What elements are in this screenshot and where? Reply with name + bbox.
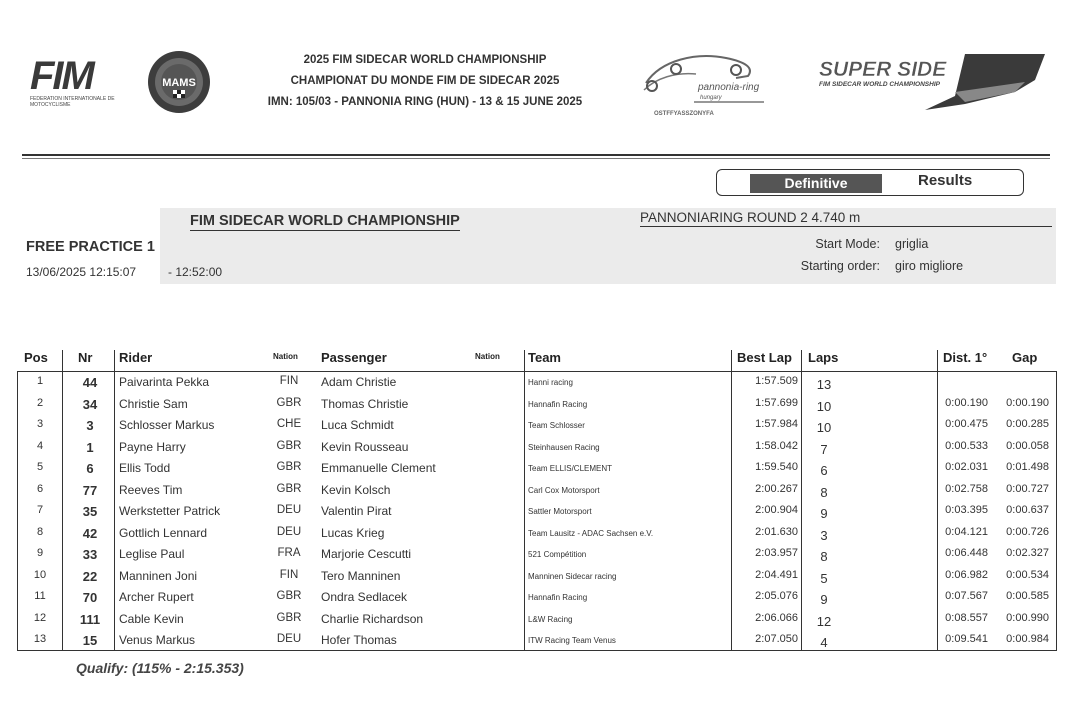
row-rider: Paivarinta Pekka	[119, 375, 210, 389]
row-gap: 0:00.285	[1006, 418, 1049, 430]
row-best-lap: 2:01.630	[755, 525, 798, 538]
row-pos: 11	[34, 590, 46, 602]
row-best-lap: 1:59.540	[755, 461, 798, 473]
starting-order-label: Starting order:	[800, 259, 880, 273]
row-laps: 12	[816, 613, 832, 629]
row-team: Hannafin Racing	[528, 399, 588, 409]
table-row	[0, 630, 1082, 652]
row-dist: 0:02.758	[945, 482, 988, 495]
row-pos: 10	[33, 568, 47, 581]
header-divider-thin	[22, 158, 1050, 159]
row-best-lap: 2:00.267	[755, 482, 798, 495]
row-gap: 0:02.327	[1006, 547, 1049, 559]
row-laps: 10	[816, 398, 832, 414]
row-dist: 0:07.567	[945, 590, 988, 602]
row-passenger: Lucas Krieg	[321, 525, 385, 540]
row-laps: 9	[820, 592, 828, 607]
results-label: Results	[918, 172, 973, 189]
pannonia-logo-tag: OSTFFYASSZONYFA	[654, 111, 714, 117]
start-mode-value: griglia	[895, 237, 929, 251]
superside-logo-sub: FIM SIDECAR WORLD CHAMPIONSHIP	[819, 81, 940, 88]
row-rider: Payne Harry	[119, 439, 186, 454]
row-laps: 6	[820, 463, 828, 478]
row-pos: 4	[36, 439, 44, 452]
row-team: Steinhausen Racing	[528, 442, 600, 452]
row-pos: 2	[36, 396, 44, 409]
pannonia-ring-logo	[636, 48, 776, 118]
row-nation: FRA	[277, 547, 301, 559]
qualify-note: Qualify: (115% - 2:15.353)	[76, 660, 244, 676]
row-passenger: Emmanuelle Clement	[321, 461, 436, 475]
row-nation: GBR	[276, 439, 302, 452]
row-gap: 0:00.585	[1006, 590, 1049, 602]
table-row	[0, 394, 1082, 416]
mams-logo-text: MAMS	[162, 77, 196, 89]
row-passenger: Tero Manninen	[321, 568, 401, 583]
table-row	[0, 480, 1082, 502]
row-nation: GBR	[276, 482, 302, 495]
row-number: 111	[79, 611, 101, 627]
row-dist: 0:06.982	[945, 568, 988, 581]
table-row	[0, 415, 1082, 437]
round-title: PANNONIARING ROUND 2 4.740 m	[640, 210, 1052, 227]
definitive-label: Definitive	[750, 174, 882, 193]
fim-logo-text: FIM	[30, 54, 93, 98]
row-team: Hanni racing	[528, 378, 573, 387]
table-row	[0, 609, 1082, 631]
row-nation: DEU	[276, 633, 302, 645]
row-gap: 0:00.190	[1006, 396, 1049, 409]
row-dist: 0:04.121	[945, 525, 988, 538]
row-number: 42	[82, 525, 98, 541]
row-gap: 0:00.727	[1006, 482, 1049, 495]
row-team: Manninen Sidecar racing	[528, 571, 617, 581]
row-laps: 10	[816, 420, 832, 435]
row-number: 15	[82, 633, 98, 648]
row-nation: GBR	[276, 461, 302, 473]
row-dist: 0:02.031	[945, 461, 988, 473]
row-nation: DEU	[276, 504, 302, 516]
header-nation-passenger: Nation	[475, 352, 500, 361]
row-laps: 8	[820, 549, 828, 564]
row-nation: DEU	[276, 525, 302, 538]
row-laps: 5	[820, 570, 828, 586]
row-rider: Christie Sam	[119, 396, 188, 411]
row-dist: 0:03.395	[945, 504, 988, 516]
row-rider: Cable Kevin	[119, 611, 184, 626]
row-dist: 0:00.190	[945, 396, 988, 409]
row-best-lap: 1:57.509	[755, 375, 798, 387]
table-row	[0, 523, 1082, 545]
row-pos: 7	[36, 504, 44, 516]
row-nation: FIN	[279, 568, 299, 581]
table-row	[0, 437, 1082, 459]
row-laps: 7	[820, 441, 828, 457]
session-title: FREE PRACTICE 1	[26, 239, 155, 255]
row-gap: 0:00.637	[1006, 504, 1049, 516]
row-team: Carl Cox Motorsport	[528, 485, 600, 495]
row-passenger: Charlie Richardson	[321, 611, 424, 626]
row-best-lap: 1:57.984	[755, 418, 798, 430]
row-number: 44	[82, 375, 98, 390]
row-pos: 3	[36, 418, 44, 430]
row-rider: Archer Rupert	[119, 590, 194, 604]
header-best-lap: Best Lap	[737, 350, 792, 365]
row-pos: 1	[36, 375, 44, 387]
row-number: 70	[82, 590, 98, 605]
header-nation-rider: Nation	[273, 352, 298, 361]
row-number: 22	[82, 568, 98, 584]
row-nation: FIN	[279, 375, 299, 387]
header-pos: Pos	[24, 350, 48, 365]
table-row	[0, 458, 1082, 480]
row-gap: 0:00.990	[1006, 611, 1049, 624]
row-team: Team Schlosser	[528, 421, 585, 430]
row-pos: 6	[36, 482, 44, 495]
table-row	[0, 566, 1082, 588]
pannonia-logo-sub: hungary	[700, 95, 722, 101]
row-rider: Werkstetter Patrick	[119, 504, 221, 518]
table-row	[0, 501, 1082, 523]
fim-logo	[30, 56, 125, 108]
header-line-1: 2025 FIM SIDECAR WORLD CHAMPIONSHIP	[303, 54, 547, 66]
row-rider: Gottlich Lennard	[119, 525, 208, 540]
row-pos: 12	[33, 611, 47, 624]
row-team: Team Lausitz - ADAC Sachsen e.V.	[528, 528, 654, 538]
start-mode-label: Start Mode:	[815, 237, 880, 251]
row-dist: 0:08.557	[945, 611, 988, 624]
fim-logo-subtitle: FEDERATION INTERNATIONALE DE MOTOCYCLISME	[30, 96, 115, 108]
row-team: L&W Racing	[528, 614, 573, 624]
row-passenger: Marjorie Cescutti	[321, 547, 412, 561]
row-number: 35	[82, 504, 98, 519]
header-nr: Nr	[78, 350, 93, 365]
row-passenger: Ondra Sedlacek	[321, 590, 408, 604]
session-start-datetime: 13/06/2025 12:15:07	[26, 265, 137, 279]
row-nation: GBR	[276, 396, 302, 409]
row-dist: 0:00.475	[945, 418, 988, 430]
row-gap: 0:00.726	[1006, 525, 1049, 538]
row-rider: Venus Markus	[119, 633, 196, 647]
row-team: 521 Compétition	[528, 550, 587, 559]
row-nation: GBR	[276, 590, 302, 602]
row-rider: Leglise Paul	[119, 547, 185, 561]
row-gap: 0:00.984	[1006, 633, 1049, 645]
starting-order-value: giro migliore	[895, 259, 964, 273]
row-gap: 0:01.498	[1006, 461, 1049, 473]
row-passenger: Kevin Rousseau	[321, 439, 409, 454]
row-best-lap: 2:03.957	[755, 547, 798, 559]
row-gap: 0:00.058	[1006, 439, 1049, 452]
superside-logo	[815, 52, 1047, 112]
row-passenger: Thomas Christie	[321, 396, 409, 411]
row-number: 77	[82, 482, 98, 498]
row-passenger: Adam Christie	[321, 375, 397, 389]
table-row	[0, 372, 1082, 394]
row-pos: 8	[36, 525, 44, 538]
row-nation: GBR	[276, 611, 302, 624]
row-laps: 8	[820, 484, 828, 500]
row-pos: 9	[36, 547, 44, 559]
header-dist: Dist. 1°	[943, 350, 988, 365]
championship-title: FIM SIDECAR WORLD CHAMPIONSHIP	[190, 213, 460, 229]
row-number: 3	[86, 418, 94, 433]
row-dist: 0:09.541	[945, 633, 988, 645]
row-laps: 9	[820, 506, 828, 521]
row-number: 33	[82, 547, 98, 562]
row-pos: 13	[33, 633, 47, 645]
row-team: Sattler Motorsport	[528, 507, 592, 516]
session-end-time: - 12:52:00	[168, 265, 223, 279]
row-laps: 13	[816, 377, 832, 392]
row-team: ITW Racing Team Venus	[528, 636, 616, 645]
row-nation: CHE	[276, 418, 302, 430]
row-number: 6	[86, 461, 94, 476]
row-passenger: Valentin Pirat	[321, 504, 392, 518]
row-best-lap: 2:06.066	[755, 611, 798, 624]
row-passenger: Luca Schmidt	[321, 418, 394, 432]
row-team: Hannafin Racing	[528, 593, 588, 602]
row-passenger: Hofer Thomas	[321, 633, 397, 647]
header-divider	[22, 154, 1050, 156]
row-laps: 3	[820, 527, 828, 543]
row-laps: 4	[820, 635, 828, 650]
row-dist: 0:00.533	[945, 439, 988, 452]
row-best-lap: 2:00.904	[755, 504, 798, 516]
row-number: 1	[86, 439, 94, 455]
row-rider: Reeves Tim	[119, 482, 183, 497]
row-team: Team ELLIS/CLEMENT	[528, 464, 613, 473]
header-rider: Rider	[119, 350, 153, 365]
header-titles	[230, 50, 620, 113]
pannonia-logo-text: pannonia-ring	[698, 82, 760, 93]
row-dist: 0:06.448	[945, 547, 988, 559]
table-row	[0, 587, 1082, 609]
mams-logo	[147, 50, 211, 114]
row-best-lap: 1:58.042	[755, 439, 798, 452]
row-number: 34	[82, 396, 98, 412]
row-best-lap: 2:05.076	[755, 590, 798, 602]
row-best-lap: 1:57.699	[755, 396, 798, 409]
header-team: Team	[528, 350, 561, 365]
superside-logo-text: SUPER SIDE	[819, 58, 947, 81]
header-passenger: Passenger	[321, 350, 387, 365]
header-gap: Gap	[1012, 350, 1038, 365]
row-gap: 0:00.534	[1006, 568, 1049, 581]
row-passenger: Kevin Kolsch	[321, 482, 391, 497]
header-line-3: IMN: 105/03 - PANNONIA RING (HUN) - 13 & 15 JUNE 2025	[267, 96, 583, 108]
row-pos: 5	[36, 461, 44, 473]
row-best-lap: 2:04.491	[755, 568, 798, 581]
row-rider: Schlosser Markus	[119, 418, 215, 432]
row-best-lap: 2:07.050	[755, 633, 798, 645]
header-line-2: CHAMPIONAT DU MONDE FIM DE SIDECAR 2025	[290, 75, 560, 87]
row-rider: Manninen Joni	[119, 568, 198, 583]
row-rider: Ellis Todd	[119, 461, 171, 475]
header-laps: Laps	[808, 350, 839, 365]
table-row	[0, 544, 1082, 566]
